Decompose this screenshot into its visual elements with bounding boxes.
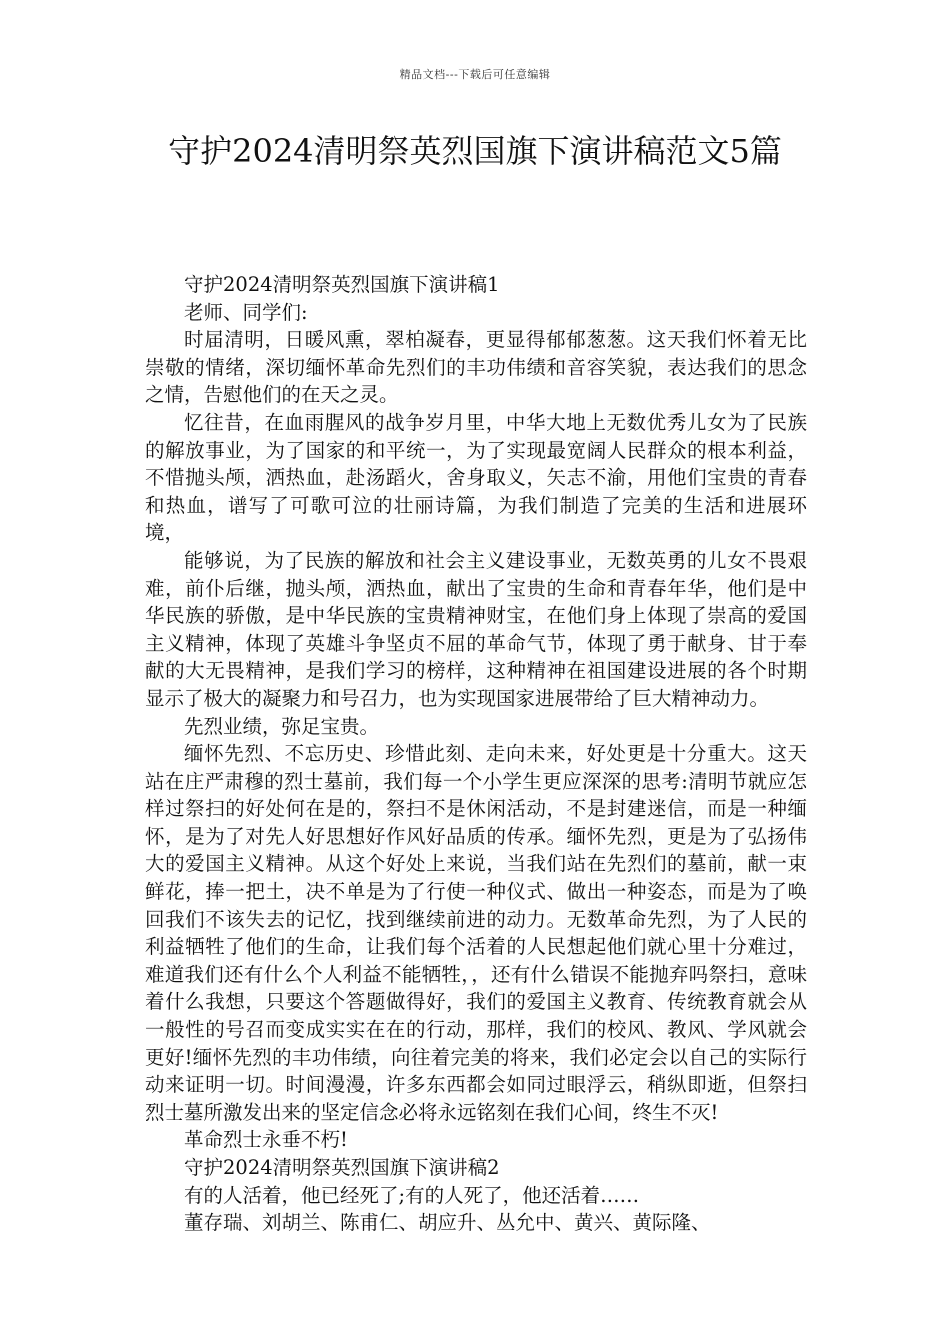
section-heading-1: 守护2024清明祭英烈国旗下演讲稿1 — [184, 273, 500, 296]
paragraph: 革命烈士永垂不朽! — [184, 1128, 348, 1152]
document-body — [145, 271, 807, 1237]
paragraph: 能够说，为了民族的解放和社会主义建设事业，无数英勇的儿女不畏艰难，前仆后继，抛头颅，洒热血，献出了宝贵的生命和青春年华，他们是中华民族的骄傲，是中华民族的宝贵精神财宝，在他们身上体现了崇高的爱国主义精神，体现了英雄斗争坚贞不屈的革命气节，体现了勇于献身、甘于奉献的大无畏精神，是我们学习的榜样，这种精神在祖国建设进展的各个时期显示了极大的凝聚力和号召力，也为实现国家进展带给了巨大精神动力。 — [145, 548, 807, 710]
paragraph: 忆往昔，在血雨腥风的战争岁月里，中华大地上无数优秀儿女为了民族的解放事业，为了国家的和平统一，为了实现最宽阔人民群众的根本利益，不惜抛头颅，洒热血，赴汤蹈火，舍身取义，矢志不渝，用他们宝贵的青春和热血，谱写了可歌可泣的壮丽诗篇，为我们制造了完美的生活和进展环境， — [145, 410, 807, 545]
paragraph: 董存瑞、刘胡兰、陈甫仁、胡应升、丛允中、黄兴、黄际隆、 — [184, 1211, 711, 1235]
paragraph: 先烈业绩，弥足宝贵。 — [184, 714, 380, 738]
header-note: 精品文档---下载后可任意编辑 — [399, 68, 551, 81]
paragraph: 时届清明，日暖风熏，翠柏凝春，更显得郁郁葱葱。这天我们怀着无比崇敬的情绪，深切缅怀革命先烈们的丰功伟绩和音容笑貌，表达我们的思念之情，告慰他们的在天之灵。 — [145, 328, 807, 407]
section-heading-2: 守护2024清明祭英烈国旗下演讲稿2 — [184, 1156, 500, 1179]
paragraph: 缅怀先烈、不忘历史、珍惜此刻、走向未来，好处更是十分重大。这天站在庄严肃穆的烈士墓前，我们每一个小学生更应深深的思考:清明节就应怎样过祭扫的好处何在是的，祭扫不是休闲活动，不是封建迷信，而是一种缅怀，是为了对先人好思想好作风好品质的传承。缅怀先烈，更是为了弘扬伟大的爱国主义精神。从这个好处上来说，当我们站在先烈们的墓前，献一束鲜花，捧一把土，决不单是为了行使一种仪式、做出一种姿态，而是为了唤回我们不该失去的记忆，找到继续前进的动力。无数革命先烈，为了人民的利益牺牲了他们的生命，让我们每个活着的人民想起他们就心里十分难过，难道我们还有什么个人利益不能牺牲，，还有什么错误不能抛弃吗祭扫，意味着什么我想，只要这个答题做得好，我们的爱国主义教育、传统教育就会从一般性的号召而变成实实在在的行动，那样，我们的校风、教风、学风就会更好!缅怀先烈的丰功伟绩，向往着完美的将来，我们必定会以自己的实际行动来证明一切。时间漫漫，许多东西都会如同过眼浮云，稍纵即逝，但祭扫烈士墓所激发出来的坚定信念必将永远铭刻在我们心间，终生不灭! — [145, 742, 807, 1124]
document-title: 守护2024清明祭英烈国旗下演讲稿范文5篇 — [168, 132, 782, 170]
salutation: 老师、同学们: — [184, 300, 308, 324]
paragraph: 有的人活着，他已经死了;有的人死了，他还活着…… — [184, 1183, 640, 1207]
